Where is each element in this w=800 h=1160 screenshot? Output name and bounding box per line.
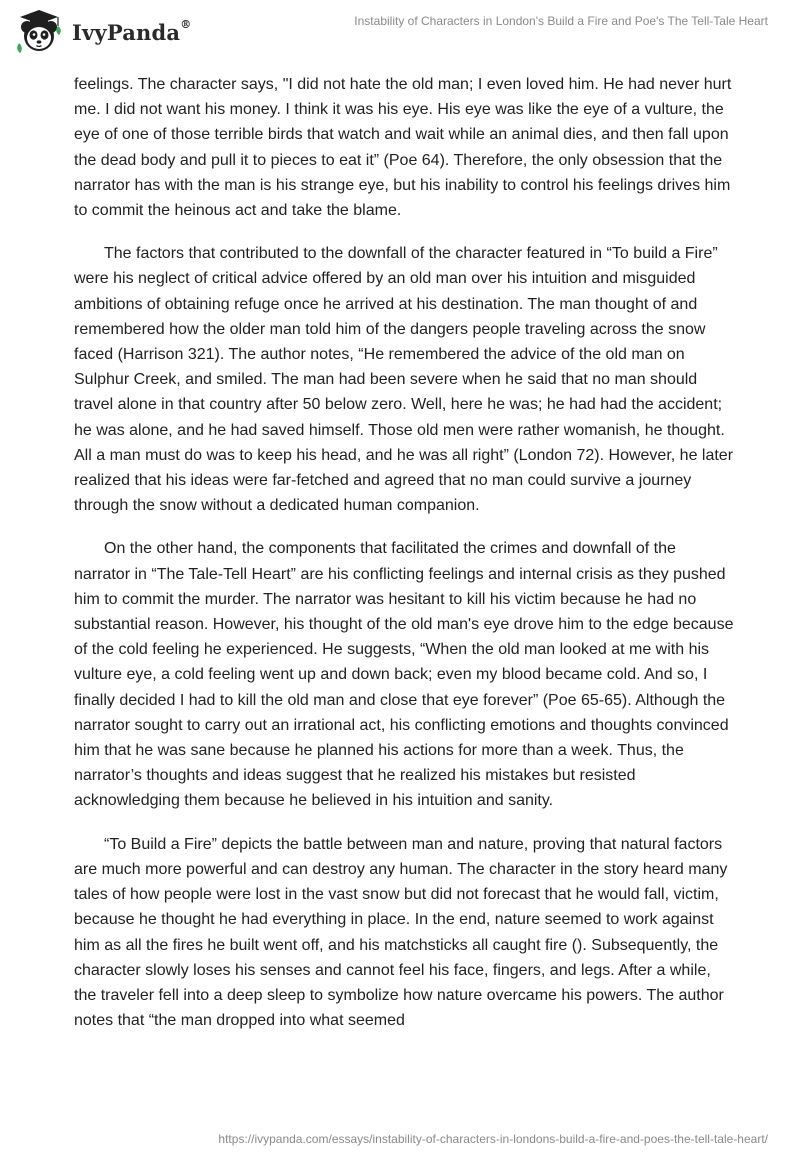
panda-graduate-logo-icon [14,7,66,57]
paragraph: The factors that contributed to the downfall of the character featured in “To build a Fire” were his neglect of critical advice offered by an old man over his intuition and misguided ambitions of obtaining refuge once he arrived at his destination. The man thought of and remembered how the older man told him of the dangers people traveling across the snow faced (Harrison 321). The author notes, “He remembered the advice of the old man on Sulphur Creek, and smiled. The man had been severe when he said that no man should travel alone in that country after 50 below zero. Well, here he was; he had had the accident; he was alone, and he had saved himself. Those old men were rather womanish, he thought. All a man must do was to keep his head, and he was all right” (London 72). However, he later realized that his ideas were far-fetched and agreed that no man could survive a journey through the snow without a dedicated human companion. [74,245,734,515]
document-title: Instability of Characters in London's Build a Fire and Poe's The Tell-Tale Heart [354,14,768,28]
paragraph: On the other hand, the components that facilitated the crimes and downfall of the narrator in “The Tale-Tell Heart” are his conflicting feelings and internal crisis as they pushed him to commit the murder. The narrator was hesitant to kill his victim because he had no substantial reason. However, his thought of the old man's eye drove him to the edge because of the cold feeling he experienced. He suggests, “When the old man looked at me with his vulture eye, a cold feeling went up and down back; even my blood became cold. And so, I finally decided I had to kill the old man and close that eye forever” (Poe 65-65). Although the narrator sought to carry out an irrational act, his conflicting emotions and thoughts convinced him that he was sane because he planned his actions for more than a week. Thus, the narrator’s thoughts and ideas suggest that he realized his mistakes but resisted acknowledging them because he believed in his intuition and sanity. [74,540,734,810]
paragraph: “To Build a Fire” depicts the battle between man and nature, proving that natural factors are much more powerful and can destroy any human. The character in the story heard many tales of how people were lost in the vast snow but did not forecast that he would fall, victim, because he thought he had everything in place. In the end, nature seemed to work against him as all the fires he built went off, and his matchsticks all caught fire (). Subsequently, the character slowly loses his senses and cannot feel his face, fingers, and legs. After a while, the traveler fell into a deep sleep to symbolize how nature overcame his powers. The author notes that “the man dropped into what seemed [74,835,728,1030]
logo-wordmark: IvyPanda® [72,17,192,45]
page-header [0,0,800,60]
paragraph: feelings. The character says, "I did not hate the old man; I even loved him. He had never hurt me. I did not want his money. I think it was his eye. His eye was like the eye of a vulture, the eye of one of those terrible birds that watch and wait while an animal dies, and then fall upon the dead body and pull it to pieces to eat it” (Poe 64). Therefore, the only obsession that the narrator has with the man is his strange eye, but his inability to control his feelings drives him to commit the heinous act and take the blame. [74,76,732,220]
ivypanda-logo[interactable] [14,6,191,58]
essay-body [74,72,734,1051]
source-url[interactable]: https://ivypanda.com/essays/instability-of-characters-in-londons-build-a-fire-and-poes-the-tell-tale-heart/ [218,1132,768,1146]
